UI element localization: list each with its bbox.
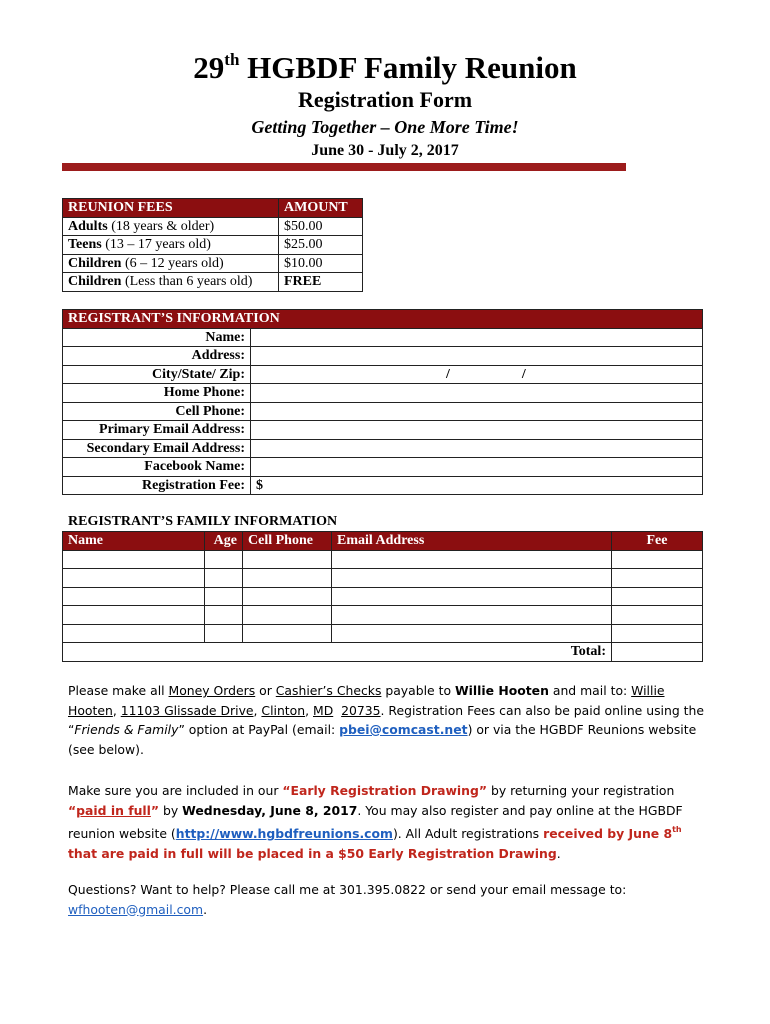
payment-instructions: Please make all Money Orders or Cashier’s Checks payable to Willie Hooten and mail to: Willie Hooten, 11103 Glissade Drive, Clinton, MD 20735. Registration Fees can also be paid online using the “Friends & Family” option at PayPal (email: pbei@comcast.net) or via the HGBDF Reunions website (see below). xyxy=(68,683,704,757)
family-phone-cell[interactable] xyxy=(243,606,332,625)
family-age-cell[interactable] xyxy=(205,587,243,606)
family-fee-cell[interactable] xyxy=(612,606,703,625)
family-email-cell[interactable] xyxy=(332,624,612,643)
secondary-email-field[interactable] xyxy=(251,439,703,458)
contact-email-link[interactable]: wfhooten@gmail.com xyxy=(68,901,204,917)
facebook-name-field[interactable] xyxy=(251,458,703,477)
field-label-registration-fee: Registration Fee: xyxy=(63,476,251,495)
name-field[interactable] xyxy=(251,328,703,347)
field-label-name: Name: xyxy=(63,328,251,347)
field-label-city: City/State/ Zip: xyxy=(63,365,251,384)
family-name-cell[interactable] xyxy=(63,550,205,569)
field-label-primary-email: Primary Email Address: xyxy=(63,421,251,440)
fee-detail: (18 years & older) xyxy=(107,218,215,234)
fee-row xyxy=(63,217,363,236)
separator-slash: / xyxy=(521,366,526,382)
mail-city: Clinton xyxy=(261,702,306,718)
paypal-option: Friends & Family xyxy=(74,722,179,737)
col-name: Name xyxy=(63,532,205,551)
col-cell-phone: Cell Phone xyxy=(243,532,332,551)
drawing-info: Make sure you are included in our “Early Registration Drawing” by returning your registration “paid in full” by Wednesday, June 8, 2017. You may also register and pay online at the HGBDF reunion website (http://www.hgbdfreunions.com). All Adult registrations received by June 8th that are paid in full will be placed in a $50 Early Registration Drawing. xyxy=(68,783,683,861)
field-label-secondary-email: Secondary Email Address: xyxy=(63,439,251,458)
fee-label: Children xyxy=(68,255,122,271)
fee-amount: $50.00 xyxy=(279,217,363,236)
fee-amount: $25.00 xyxy=(279,236,363,255)
family-age-cell[interactable] xyxy=(205,624,243,643)
cell-phone-field[interactable] xyxy=(251,402,703,421)
cashiers-checks-text: Cashier’s Checks xyxy=(275,683,382,698)
registrant-heading: REGISTRANT’S INFORMATION xyxy=(63,310,703,329)
fee-row xyxy=(63,273,363,292)
field-label-address: Address: xyxy=(63,347,251,366)
total-row xyxy=(63,643,703,662)
address-field[interactable] xyxy=(251,347,703,366)
family-email-cell[interactable] xyxy=(332,550,612,569)
website-link[interactable]: http://www.hgbdfreunions.com xyxy=(175,826,393,841)
family-fee-cell[interactable] xyxy=(612,569,703,588)
family-name-cell[interactable] xyxy=(63,587,205,606)
fee-row xyxy=(63,236,363,255)
fee-label: Children xyxy=(68,274,122,290)
col-email: Email Address xyxy=(332,532,612,551)
family-name-cell[interactable] xyxy=(63,624,205,643)
event-dates: June 30 - July 2, 2017 xyxy=(311,142,459,159)
field-label-facebook: Facebook Name: xyxy=(63,458,251,477)
family-age-cell[interactable] xyxy=(205,569,243,588)
drawing-condition: that are paid in full will be placed in a $50 Early Registration Drawing xyxy=(68,845,557,861)
field-label-home-phone: Home Phone: xyxy=(63,384,251,403)
drawing-name: “Early Registration Drawing” xyxy=(282,783,488,798)
field-label-cell-phone: Cell Phone: xyxy=(63,402,251,421)
family-age-cell[interactable] xyxy=(205,606,243,625)
fee-row xyxy=(63,254,363,273)
paypal-email-link[interactable]: pbei@comcast.net xyxy=(339,722,468,737)
family-name-cell[interactable] xyxy=(63,569,205,588)
fee-label: Adults xyxy=(68,218,108,234)
page-title: 29th HGBDF Family Reunion xyxy=(193,50,577,85)
fee-detail: (6 – 12 years old) xyxy=(121,255,224,271)
mail-state: MD xyxy=(313,702,334,718)
family-row xyxy=(63,606,703,625)
money-orders-text: Money Orders xyxy=(168,683,256,698)
divider-bar xyxy=(62,163,626,171)
family-row xyxy=(63,569,703,588)
family-fee-cell[interactable] xyxy=(612,587,703,606)
home-phone-field[interactable] xyxy=(251,384,703,403)
paid-in-full-text: paid in full xyxy=(76,802,151,818)
deadline-date: Wednesday, June 8, 2017 xyxy=(182,802,358,818)
amount-col-header: AMOUNT xyxy=(279,199,363,218)
payee-name: Willie Hooten xyxy=(454,683,549,698)
family-phone-cell[interactable] xyxy=(243,624,332,643)
family-email-cell[interactable] xyxy=(332,606,612,625)
family-email-cell[interactable] xyxy=(332,569,612,588)
contact-info: Questions? Want to help? Please call me at 301.395.0822 or send your email message to: wfhooten@gmail.com. xyxy=(68,882,627,917)
fee-amount: FREE xyxy=(279,273,363,292)
fee-label: Teens xyxy=(68,237,102,253)
col-fee: Fee xyxy=(612,532,703,551)
mail-name: Willie Hooten xyxy=(68,683,665,718)
registrant-table xyxy=(62,309,703,495)
family-fee-cell[interactable] xyxy=(612,550,703,569)
fees-table xyxy=(62,198,363,292)
form-subtitle: Registration Form xyxy=(297,87,473,112)
col-age: Age xyxy=(205,532,243,551)
family-phone-cell[interactable] xyxy=(243,550,332,569)
total-label: Total: xyxy=(63,643,612,662)
city-state-zip-field[interactable] xyxy=(251,365,703,384)
separator-slash: / xyxy=(446,366,450,382)
received-by-text: received by June 8 xyxy=(543,826,673,841)
family-heading: REGISTRANT’S FAMILY INFORMATION xyxy=(68,514,338,529)
total-fee-cell[interactable] xyxy=(612,643,703,662)
mail-street: 11103 Glissade Drive xyxy=(120,702,254,718)
family-row xyxy=(63,550,703,569)
registration-fee-field[interactable]: $ xyxy=(251,476,703,495)
mail-zip: 20735 xyxy=(341,702,381,718)
primary-email-field[interactable] xyxy=(251,421,703,440)
family-table xyxy=(62,531,703,662)
family-name-cell[interactable] xyxy=(63,606,205,625)
fees-col-header: REUNION FEES xyxy=(63,199,279,218)
family-phone-cell[interactable] xyxy=(243,569,332,588)
family-row xyxy=(63,587,703,606)
fee-amount: $10.00 xyxy=(279,254,363,273)
family-row xyxy=(63,624,703,643)
family-fee-cell[interactable] xyxy=(612,624,703,643)
fee-detail: (13 – 17 years old) xyxy=(101,237,211,253)
fee-detail: (Less than 6 years old) xyxy=(121,274,253,290)
family-age-cell[interactable] xyxy=(205,550,243,569)
family-email-cell[interactable] xyxy=(332,587,612,606)
family-phone-cell[interactable] xyxy=(243,587,332,606)
tagline: Getting Together – One More Time! xyxy=(251,117,519,137)
